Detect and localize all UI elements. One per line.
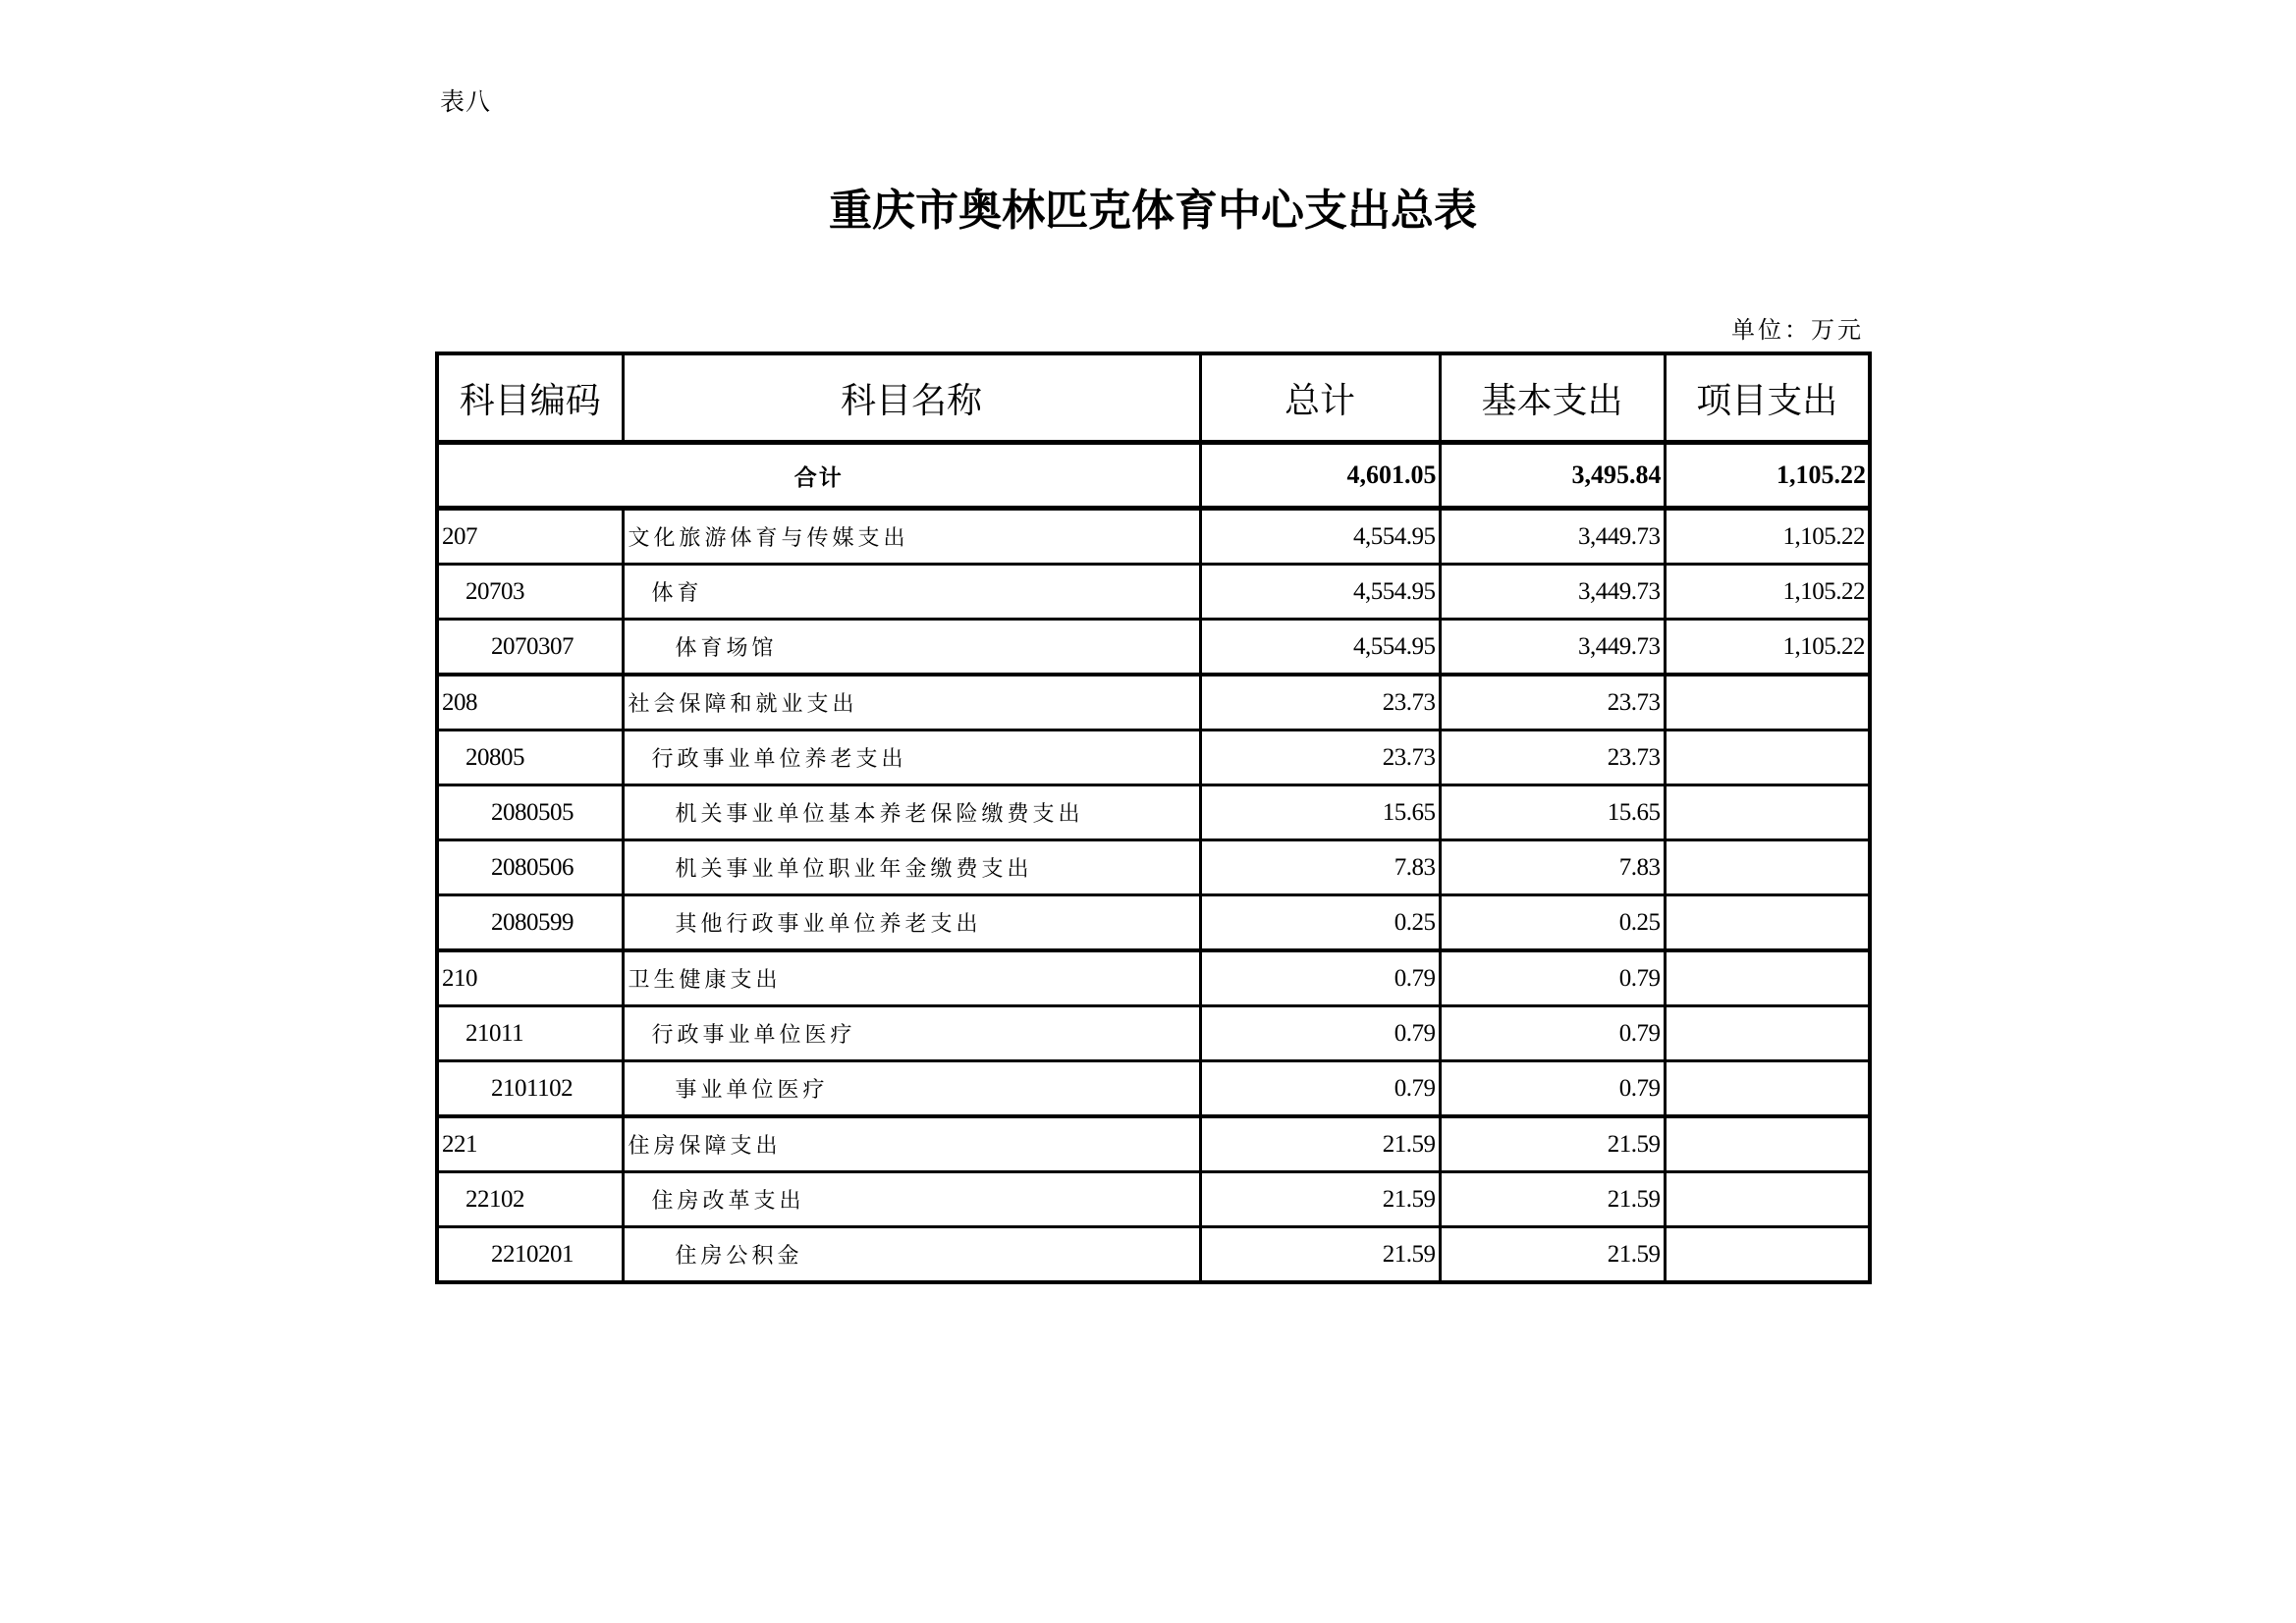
row-name: 行政事业单位医疗	[623, 1006, 1200, 1061]
table-row	[437, 785, 1870, 840]
row-code: 2210201	[437, 1227, 623, 1283]
row-code: 210	[437, 950, 623, 1006]
row-name: 体育	[623, 565, 1200, 620]
header-basic: 基本支出	[1440, 353, 1665, 443]
unit-label: 单位：万元	[1731, 316, 1864, 344]
table-row	[437, 1172, 1870, 1227]
header-code: 科目编码	[437, 353, 623, 443]
table-row	[437, 565, 1870, 620]
row-basic: 3,449.73	[1440, 509, 1665, 565]
row-total: 4,554.95	[1200, 509, 1440, 565]
row-project	[1665, 895, 1870, 951]
row-basic: 15.65	[1440, 785, 1665, 840]
row-name: 事业单位医疗	[623, 1061, 1200, 1117]
row-code: 221	[437, 1116, 623, 1172]
row-code: 2080506	[437, 840, 623, 895]
table-row	[437, 509, 1870, 565]
row-name: 住房改革支出	[623, 1172, 1200, 1227]
row-name: 机关事业单位职业年金缴费支出	[623, 840, 1200, 895]
row-code: 2070307	[437, 620, 623, 676]
document-title: 重庆市奥林匹克体育中心支出总表	[829, 186, 1477, 236]
row-name: 其他行政事业单位养老支出	[623, 895, 1200, 951]
row-total: 23.73	[1200, 730, 1440, 785]
summary-row	[437, 443, 1870, 509]
row-total: 4,554.95	[1200, 565, 1440, 620]
row-basic: 0.79	[1440, 950, 1665, 1006]
summary-basic: 3,495.84	[1440, 443, 1665, 509]
row-total: 7.83	[1200, 840, 1440, 895]
row-basic: 21.59	[1440, 1172, 1665, 1227]
row-total: 0.79	[1200, 1006, 1440, 1061]
header-name: 科目名称	[623, 353, 1200, 443]
row-project: 1,105.22	[1665, 565, 1870, 620]
row-project	[1665, 1006, 1870, 1061]
row-code: 22102	[437, 1172, 623, 1227]
row-project	[1665, 1172, 1870, 1227]
row-basic: 21.59	[1440, 1227, 1665, 1283]
table-row	[437, 730, 1870, 785]
row-basic: 0.79	[1440, 1061, 1665, 1117]
row-code: 21011	[437, 1006, 623, 1061]
row-basic: 7.83	[1440, 840, 1665, 895]
row-project	[1665, 730, 1870, 785]
row-project	[1665, 1116, 1870, 1172]
summary-project: 1,105.22	[1665, 443, 1870, 509]
row-project	[1665, 675, 1870, 730]
row-code: 2080505	[437, 785, 623, 840]
row-code: 208	[437, 675, 623, 730]
row-basic: 21.59	[1440, 1116, 1665, 1172]
header-row	[437, 353, 1870, 443]
row-project	[1665, 785, 1870, 840]
row-total: 0.25	[1200, 895, 1440, 951]
row-total: 23.73	[1200, 675, 1440, 730]
row-project: 1,105.22	[1665, 509, 1870, 565]
row-name: 机关事业单位基本养老保险缴费支出	[623, 785, 1200, 840]
row-project	[1665, 950, 1870, 1006]
header-project: 项目支出	[1665, 353, 1870, 443]
row-total: 4,554.95	[1200, 620, 1440, 676]
row-project	[1665, 840, 1870, 895]
row-total: 15.65	[1200, 785, 1440, 840]
table-row	[437, 895, 1870, 951]
row-total: 21.59	[1200, 1172, 1440, 1227]
row-name: 文化旅游体育与传媒支出	[623, 509, 1200, 565]
table-number-label: 表八	[440, 87, 492, 116]
table-row	[437, 620, 1870, 676]
row-name: 社会保障和就业支出	[623, 675, 1200, 730]
table-row	[437, 675, 1870, 730]
row-code: 2080599	[437, 895, 623, 951]
row-project	[1665, 1227, 1870, 1283]
row-basic: 3,449.73	[1440, 620, 1665, 676]
table-row	[437, 1227, 1870, 1283]
row-basic: 3,449.73	[1440, 565, 1665, 620]
table-row	[437, 1061, 1870, 1117]
summary-total: 4,601.05	[1200, 443, 1440, 509]
row-total: 21.59	[1200, 1227, 1440, 1283]
row-name: 住房公积金	[623, 1227, 1200, 1283]
table-row	[437, 840, 1870, 895]
row-name: 行政事业单位养老支出	[623, 730, 1200, 785]
table-row	[437, 1116, 1870, 1172]
row-total: 21.59	[1200, 1116, 1440, 1172]
expense-summary-table	[435, 352, 1872, 1284]
row-total: 0.79	[1200, 950, 1440, 1006]
row-basic: 0.79	[1440, 1006, 1665, 1061]
header-total: 总计	[1200, 353, 1440, 443]
row-basic: 0.25	[1440, 895, 1665, 951]
table-row	[437, 1006, 1870, 1061]
row-project: 1,105.22	[1665, 620, 1870, 676]
row-code: 20805	[437, 730, 623, 785]
row-project	[1665, 1061, 1870, 1117]
row-code: 2101102	[437, 1061, 623, 1117]
row-name: 体育场馆	[623, 620, 1200, 676]
row-name: 卫生健康支出	[623, 950, 1200, 1006]
row-total: 0.79	[1200, 1061, 1440, 1117]
summary-label: 合计	[437, 443, 1200, 509]
row-basic: 23.73	[1440, 675, 1665, 730]
row-code: 20703	[437, 565, 623, 620]
row-name: 住房保障支出	[623, 1116, 1200, 1172]
table-row	[437, 950, 1870, 1006]
row-basic: 23.73	[1440, 730, 1665, 785]
row-code: 207	[437, 509, 623, 565]
